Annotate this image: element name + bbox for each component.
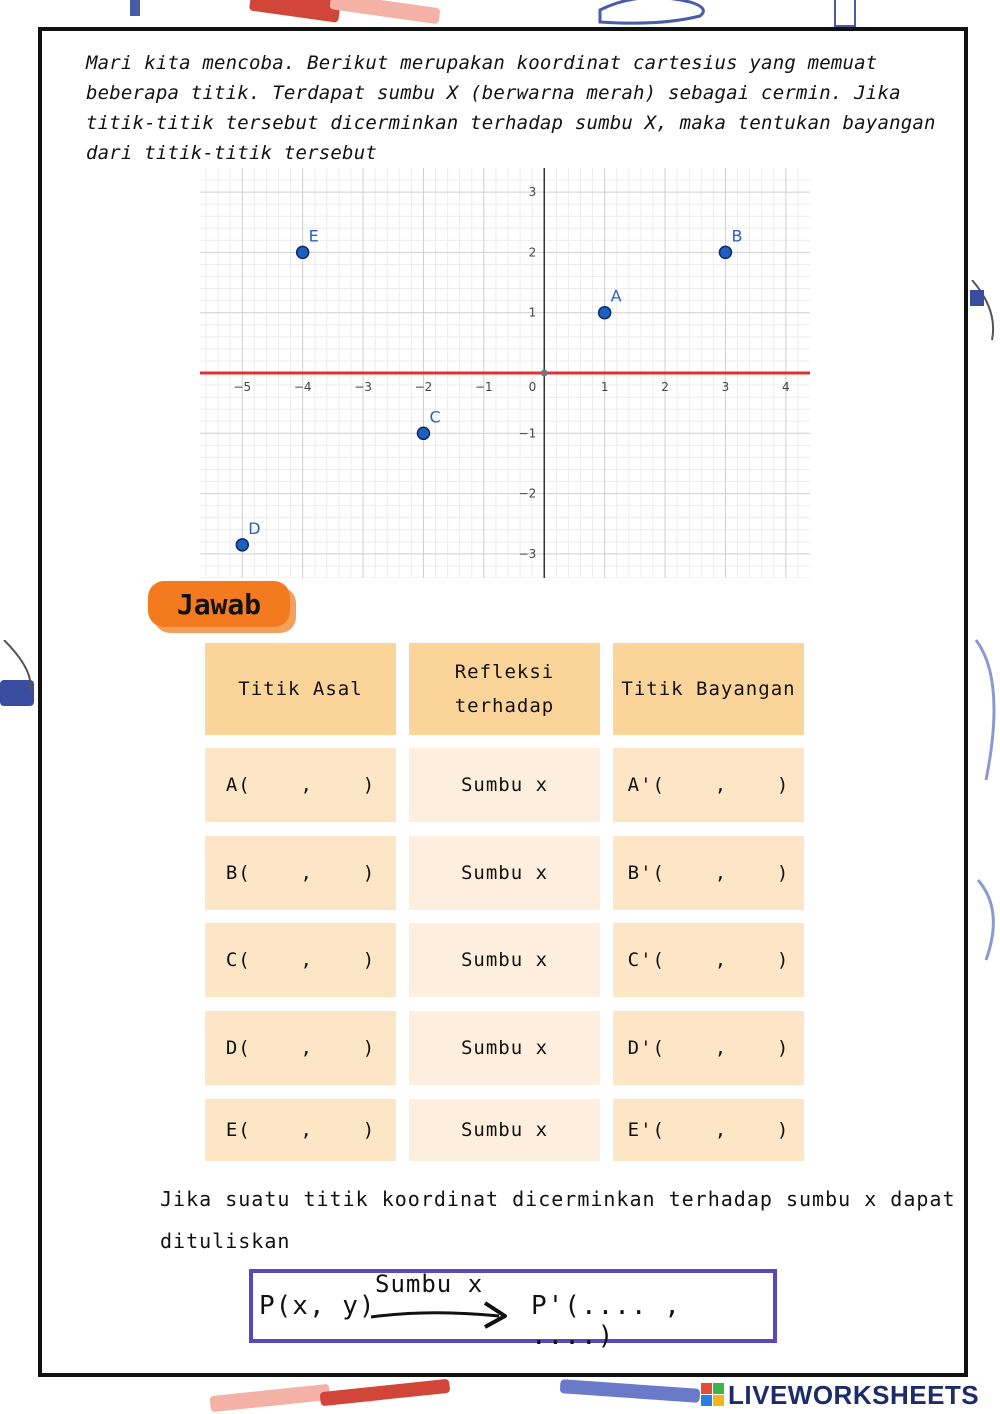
formula-image-point[interactable]: P'(.... , ....) bbox=[531, 1291, 681, 1351]
formula-original-point: P(x, y) bbox=[259, 1291, 376, 1321]
decor-left-clip bbox=[0, 640, 40, 760]
x-tick-label: −2 bbox=[414, 380, 433, 394]
y-tick-label: 3 bbox=[528, 185, 537, 200]
origin-cell-d[interactable]: D( , ) bbox=[205, 1011, 396, 1085]
reflection-formula-box bbox=[249, 1269, 777, 1351]
origin-cell-a[interactable]: A( , ) bbox=[205, 748, 396, 822]
x-tick-label: −1 bbox=[475, 380, 493, 394]
y-tick-label: −2 bbox=[518, 486, 537, 501]
origin-cell-c[interactable]: C( , ) bbox=[205, 923, 396, 997]
cartesian-graph bbox=[200, 168, 810, 578]
point-label-e: E bbox=[308, 226, 319, 246]
x-tick-label: −3 bbox=[354, 380, 372, 394]
y-tick-label: 1 bbox=[528, 305, 537, 320]
point-label-c: C bbox=[429, 407, 441, 427]
x-tick-label: 1 bbox=[600, 380, 609, 394]
reflection-cell-e: Sumbu x bbox=[409, 1099, 600, 1161]
x-tick-label: 4 bbox=[782, 380, 790, 394]
point-c bbox=[417, 427, 429, 439]
answer-badge-label: Jawab bbox=[148, 581, 290, 627]
header-titik-bayangan: Titik Bayangan bbox=[613, 643, 804, 735]
header-titik-asal: Titik Asal bbox=[205, 643, 396, 735]
point-e bbox=[297, 246, 309, 258]
answer-badge bbox=[148, 581, 296, 633]
formula-arrow-icon bbox=[369, 1299, 519, 1329]
header-refleksi: Refleksi terhadap bbox=[409, 643, 600, 735]
image-cell-e[interactable]: E'( , ) bbox=[613, 1099, 804, 1161]
image-cell-a[interactable]: A'( , ) bbox=[613, 748, 804, 822]
point-b bbox=[719, 246, 731, 258]
x-tick-label: 3 bbox=[721, 380, 730, 394]
origin-cell-e[interactable]: E( , ) bbox=[205, 1099, 396, 1161]
brand-logo bbox=[700, 1380, 979, 1410]
intro-instructions: Mari kita mencoba. Berikut merupakan koordinat cartesius yang memuat beberapa titik. Terdapat sumbu X (berwarna merah) sebagai cermin. Jika titik-titik tersebut dicerminkan terhadap sumbu X, maka tentukan bayangan dari titik-titik tersebut bbox=[86, 52, 936, 164]
image-cell-b[interactable]: B'( , ) bbox=[613, 836, 804, 910]
point-label-d: D bbox=[248, 518, 261, 538]
formula-arrow-label: Sumbu x bbox=[375, 1270, 484, 1298]
point-label-a: A bbox=[610, 286, 622, 306]
decor-top-pens bbox=[0, 0, 1000, 30]
y-tick-label: 2 bbox=[528, 245, 537, 260]
x-tick-label: 0 bbox=[528, 380, 537, 394]
point-d bbox=[236, 539, 248, 551]
origin-marker bbox=[541, 370, 548, 377]
point-label-b: B bbox=[731, 226, 743, 246]
brand-logo-icon bbox=[700, 1382, 726, 1408]
reflection-cell-d: Sumbu x bbox=[409, 1011, 600, 1085]
reflection-cell-a: Sumbu x bbox=[409, 748, 600, 822]
image-cell-c[interactable]: C'( , ) bbox=[613, 923, 804, 997]
reflection-cell-c: Sumbu x bbox=[409, 923, 600, 997]
y-tick-label: −1 bbox=[518, 426, 537, 441]
image-cell-d[interactable]: D'( , ) bbox=[613, 1011, 804, 1085]
point-a bbox=[599, 307, 611, 319]
reflection-cell-b: Sumbu x bbox=[409, 836, 600, 910]
decor-right-clips bbox=[968, 280, 1000, 980]
x-tick-label: 2 bbox=[661, 380, 669, 394]
conclusion-text: Jika suatu titik koordinat dicerminkan terhadap sumbu x dapat dituliskan bbox=[160, 1187, 956, 1253]
x-tick-label: −4 bbox=[293, 380, 312, 394]
x-tick-label: −5 bbox=[233, 380, 252, 394]
brand-logo-text: LIVEWORKSHEETS bbox=[728, 1379, 980, 1410]
y-tick-label: −3 bbox=[518, 546, 537, 561]
origin-cell-b[interactable]: B( , ) bbox=[205, 836, 396, 910]
